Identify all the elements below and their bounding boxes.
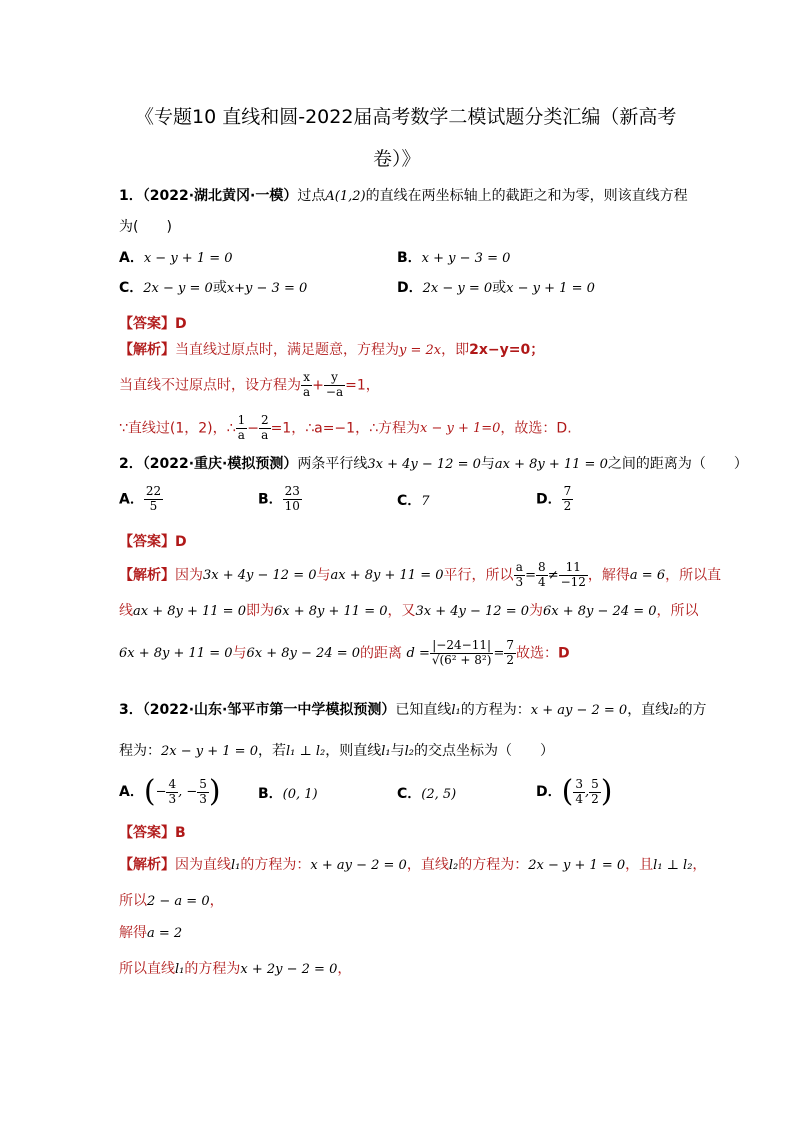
operator: = [493,645,505,661]
fraction [573,778,585,807]
option-text: x − y + 1 = 0 [143,251,233,266]
q3-stem-math-2: l₁ ⊥ l₂ [285,744,326,759]
numerator: 7 [563,484,572,498]
numerator: 23 [284,484,300,498]
numerator: 5 [199,776,207,791]
solution-text: 因为 [175,567,203,584]
fraction [324,371,345,400]
q3-solution-line-4 [119,962,351,976]
q3-solution-line-3 [119,926,182,940]
solution-line-symbol: l₁ [231,858,241,873]
solution-text: 与 [232,645,247,662]
option-text: (2, 5) [421,787,457,802]
denominator: a [303,384,311,399]
q1-solution-line-3 [119,414,572,443]
solution-math: y = 2x [399,343,442,358]
option-label: D． [397,280,423,296]
q1-option-c [119,281,307,295]
q1-option-a [119,251,233,265]
solution-text-4: ，解得 [587,567,630,584]
fraction [536,561,548,590]
q3-option-d [536,774,613,809]
solution-math-2: 6x + 8y − 24 = 0 [246,645,361,661]
q1-stem [119,189,688,203]
q2-answer [119,531,187,551]
fraction [504,639,516,668]
open-paren-glyph: ( [143,774,156,809]
solution-answer: D [557,645,570,662]
q2-stem-text-2: 与 [480,456,495,472]
solution-text-2: =1， [345,377,380,394]
solution-math: a = 2 [147,926,183,941]
solution-text-2: 的距离 [360,645,403,662]
solution-text: 因为直线 [175,857,231,873]
q3-stem-text: 已知直线 [395,702,452,718]
q3-option-c [397,787,456,801]
solution-math: x − y + 1=0 [419,420,501,436]
fraction [166,778,178,807]
solution-text-2: 的方程为： [240,857,311,873]
solution-text-2: =1，∴a=−1，∴方程为 [270,420,420,437]
option-label: D． [536,784,562,800]
q3-stem-text: 程为： [119,743,161,759]
solution-text-2: ， [209,893,224,909]
solution-math-3: d = [406,645,430,661]
solution-text-3: 平行，所以 [443,567,514,584]
q3-stem-text-4: 的方 [678,702,707,718]
answer-value: D [175,534,187,550]
option-label: C． [397,493,422,509]
q3-stem [119,703,707,717]
answer-label: 【答案】 [119,534,175,550]
option-label: B． [258,786,283,802]
denominator: 4 [575,791,583,806]
solution-text-6: ， [692,857,707,873]
solution-math: 2 − a = 0 [147,894,210,909]
denominator: 5 [149,498,158,513]
q2-solution-line-3 [119,639,570,668]
solution-text-5: ，所以直 [665,567,722,584]
operator: ≠ [547,567,559,583]
fraction [562,485,574,514]
solution-text: ∵直线过(1，2)，∴ [119,420,236,437]
separator: , − [178,784,198,800]
solution-line-symbol: l₁ [175,962,185,977]
solution-math: 6x + 8y + 11 = 0 [119,645,233,661]
solution-text-5: ，且 [625,857,654,873]
q2-option-c [397,494,430,508]
q2-option-d [536,485,573,514]
q1-solution-line-1 [119,343,544,357]
numerator: 11 [559,561,588,576]
solution-text-2: ，即 [441,342,470,358]
option-label: A． [119,250,144,266]
denominator: 2 [563,498,572,513]
fraction [514,561,526,590]
q3-line-symbol: l₁ [451,703,461,718]
solution-math: x + ay − 2 = 0 [310,858,407,873]
solution-text-3: ，故选：D. [500,420,572,437]
q1-option-d [397,281,595,295]
numerator: 8 [538,560,546,574]
solution-line-symbol-2: l₂ [448,858,459,873]
q3-source: （2022·山东·邹平市第一中学模拟预测） [142,702,396,718]
q3-line-symbol-2: l₂ [669,703,679,718]
solution-math-3: l₁ ⊥ l₂ [653,858,693,873]
option-text: x + y − 3 = 0 [421,251,511,266]
numerator: 22 [145,484,162,498]
solution-label: 【解析】 [119,857,175,873]
q3-solution-line-2 [119,894,224,908]
solution-math-2: ax + 8y + 11 = 0 [330,567,444,583]
denominator: 3 [515,574,524,589]
option-label: C． [397,786,422,802]
solution-math: x + 2y − 2 = 0 [240,962,338,977]
solution-text: 解得 [119,925,147,941]
option-text: 7 [421,494,430,509]
separator: , [584,784,590,800]
q3-stem-text-3: ，则直线 [325,743,382,759]
solution-text-2: 即为 [245,603,274,619]
solution-text-4: 为 [529,603,544,619]
solution-text: 当直线不过原点时，设方程为 [119,377,301,394]
option-or: 或 [212,280,227,296]
solution-math-3: 3x + 4y − 12 = 0 [415,604,530,619]
solution-text-5: ，所以 [656,603,699,619]
q3-stem-text-2: ，若 [257,743,286,759]
q3-answer [119,822,186,842]
solution-math: 3x + 4y − 12 = 0 [203,567,317,583]
denominator: 3 [168,791,177,806]
q2-stem-text-3: 之间的距离为（ ） [607,456,748,472]
option-text-2: x+y − 3 = 0 [226,281,308,296]
denominator: 3 [199,791,207,806]
fraction [283,485,302,514]
solution-text-3: 2x−y=0； [469,342,545,358]
option-text: 2x − y = 0 [422,281,493,296]
denominator: a [261,427,269,442]
option-label: A． [119,784,144,800]
solution-math-2: 2x − y + 1 = 0 [528,858,626,873]
answer-value: D [175,316,187,332]
q3-number: 3． [119,702,143,718]
numerator: |−24−11| [430,639,494,654]
q3-stem-text-2: 的方程为： [460,702,531,718]
option-label: D． [536,491,562,508]
q1-source: （2022·湖北黄冈·一模） [142,188,298,204]
denominator: −a [325,384,344,399]
distance-fraction [430,639,494,668]
q3-stem-text-5: 的交点坐标为（ ） [413,743,554,759]
numerator: 5 [591,776,599,791]
doc-title-line-1: 《专题10 直线和圆-2022届高考数学二模试题分类汇编（新高考 [135,106,677,128]
denominator: 10 [284,498,300,513]
q1-stem-text-2: 的直线在两坐标轴上的截距之和为零，则该直线方程 [365,188,688,204]
q1-stem-text: 过点 [297,188,326,204]
q3-line-symbol: l₁ [381,744,391,759]
q1-stem-line-2: 为( ) [119,219,172,235]
q2-solution-line-2 [119,604,699,618]
q3-option-a [119,774,221,809]
solution-math: ax + 8y + 11 = 0 [133,604,246,619]
numerator: 7 [506,638,514,652]
q3-line-symbol-2: l₂ [404,744,414,759]
solution-text-2: 与 [316,567,331,584]
q3-option-b [258,787,318,801]
doc-title-line-2: 卷）》 [373,148,421,170]
denominator: −12 [560,574,586,589]
numerator: 3 [575,776,583,791]
option-text: 2x − y = 0 [143,281,213,296]
denominator: 2 [506,652,514,667]
solution-math-4: 6x + 8y − 24 = 0 [543,604,657,619]
numerator: 1 [237,413,246,427]
fraction [301,371,312,400]
close-paren-glyph: ) [208,774,221,809]
solution-label: 【解析】 [119,342,175,358]
q3-stem-text-3: ，直线 [627,702,670,718]
denominator: 2 [591,791,599,806]
option-or: 或 [492,280,507,296]
solution-text: 线 [119,603,133,619]
answer-label: 【答案】 [119,825,175,841]
option-text-2: x − y + 1 = 0 [506,281,595,296]
q2-stem-text: 两条平行线 [297,456,368,472]
q2-stem-math-2: ax + 8y + 11 = 0 [494,457,608,472]
numerator: y [324,371,345,386]
numerator: x [301,371,312,386]
q3-stem-line-2 [119,744,554,758]
solution-text-3: ，又 [387,603,416,619]
numerator: a [514,561,526,576]
fraction [559,561,588,590]
option-label: A． [119,491,144,508]
q2-solution-line-1 [119,561,721,590]
solution-text-2: 的方程为 [184,961,241,977]
option-label: B． [397,250,422,266]
q2-stem [119,457,748,471]
q2-option-b [258,485,302,514]
fraction [589,778,601,807]
fraction [144,485,163,514]
option-label: B． [258,491,283,508]
q3-stem-math: x + ay − 2 = 0 [530,703,628,718]
q2-stem-math: 3x + 4y − 12 = 0 [367,457,481,472]
fraction [197,778,209,807]
solution-text: 所以直线 [119,961,175,977]
solution-math-3: a = 6 [629,567,666,583]
close-paren-glyph: ) [600,774,613,809]
q1-answer [119,313,187,333]
option-label: C． [119,280,144,296]
operator: = [525,567,537,583]
solution-text: 所以 [119,893,147,909]
operator: + [312,377,324,394]
numerator: 4 [168,776,177,791]
q3-solution-line-1 [119,858,706,872]
solution-text-4: 的方程为： [458,857,529,873]
denominator: √(6² + 8²) [431,652,492,667]
numerator: 2 [260,413,269,427]
fraction [236,414,248,443]
option-text: (0, 1) [282,787,318,802]
q3-stem-math: 2x − y + 1 = 0 [161,744,258,759]
fraction [259,414,271,443]
answer-label: 【答案】 [119,316,175,332]
denominator: a [237,427,245,442]
solution-text-3: 故选： [515,645,558,662]
q2-number: 2． [119,456,143,472]
denominator: 4 [538,574,546,589]
q1-option-b [397,251,510,265]
q2-source: （2022·重庆·模拟预测） [142,456,298,472]
q2-option-a [119,485,163,514]
solution-text: 当直线过原点时，满足题意，方程为 [175,342,399,358]
open-paren-glyph: ( [561,774,574,809]
solution-text-3: ，直线 [406,857,449,873]
q1-solution-line-2 [119,371,380,400]
q3-stem-text-4: 与 [390,743,405,759]
q1-number: 1． [119,188,143,204]
answer-value: B [175,825,186,841]
solution-text-3: ， [337,961,352,977]
solution-label: 【解析】 [119,567,175,584]
minus-sign: − [155,784,167,800]
q1-point: A(1,2) [325,189,366,204]
solution-math-2: 6x + 8y + 11 = 0 [273,604,388,619]
operator: − [247,420,259,437]
